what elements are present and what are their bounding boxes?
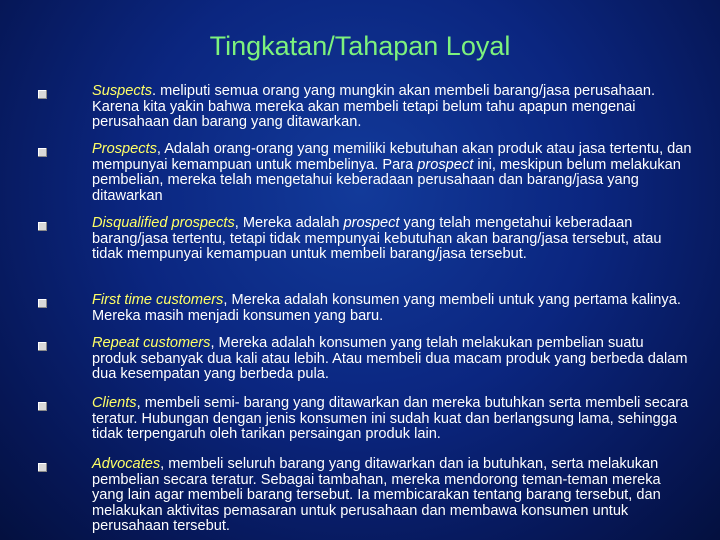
item-description: , membeli seluruh barang yang ditawarkan dan ia butuhkan, serta melakukan pembelian secara teratur. Sebagai tambahan, mereka mendorong teman-teman mereka yang lain agar membeli barang tersebut. Ia membicarakan tentang barang tersebut, dan melakukan aktivitas pemasaran untuk perusahaan dan membawa konsumen untuk perusahaan tersebut. bbox=[92, 456, 661, 534]
item-term: Clients bbox=[92, 395, 137, 411]
item-term: Disqualified prospects bbox=[92, 215, 235, 231]
square-bullet-icon bbox=[38, 90, 47, 99]
item-description: , Mereka adalah bbox=[234, 215, 344, 231]
item-term: First time customers bbox=[92, 292, 224, 308]
square-bullet-icon bbox=[38, 299, 47, 308]
square-bullet-icon bbox=[38, 342, 47, 351]
item-term: Advocates bbox=[92, 456, 161, 472]
square-bullet-icon bbox=[38, 222, 47, 231]
item-description: . meliputi semua orang yang mungkin akan membeli barang/jasa perusahaan. Karena kita yakin bahwa mereka akan membeli tetapi belum tahu apapun mengenai perusahaan dan barang yang ditawarkan. bbox=[92, 83, 656, 130]
item-text bbox=[92, 396, 692, 443]
slide-title: Tingkatan/Tahapan Loyal bbox=[209, 31, 511, 61]
item-description: , Mereka adalah konsumen yang membeli untuk yang pertama kalinya. Mereka masih menjadi konsumen yang baru. bbox=[92, 292, 681, 324]
item-emphasis: prospect bbox=[417, 156, 474, 173]
item-text bbox=[92, 336, 692, 383]
square-bullet-icon bbox=[38, 148, 47, 157]
item-text bbox=[92, 142, 692, 204]
item-description: , Mereka adalah konsumen yang telah melakukan pembelian suatu produk sebanyak dua kali atau lebih. Atau membeli dua macam produk yang berbeda dalam dua kesempatan yang berbeda pula. bbox=[92, 335, 688, 382]
item-description: ini, meskipun belum melakukan pembelian, mereka telah mengetahui keberadaan perusahaan dan barang/jasa yang ditawarkan bbox=[92, 156, 681, 204]
square-bullet-icon bbox=[38, 463, 47, 472]
item-text bbox=[92, 457, 692, 535]
item-text bbox=[92, 216, 692, 263]
item-description: , membeli semi- barang yang ditawarkan dan mereka butuhkan serta membeli secara teratur. Hubungan dengan jenis konsumen ini sudah kuat dan berlangsung lama, sehingga tidak terpengaruh oleh tarikan persaingan produk lain. bbox=[92, 395, 689, 442]
item-term: Prospects bbox=[92, 141, 157, 157]
item-description: yang telah mengetahui keberadaan barang/jasa tertentu, tetapi tidak mempunyai kebutuhan akan barang/jasa tersebut, atau tidak mempunyai kemampuan untuk membeli barang/jasa tersebut. bbox=[92, 215, 662, 262]
item-term: Repeat customers bbox=[92, 335, 211, 351]
item-description: , Adalah orang-orang yang memiliki kebutuhan akan produk atau jasa tertentu, dan mempunyai kemampuan untuk membelinya. Para bbox=[92, 141, 692, 173]
square-bullet-icon bbox=[38, 402, 47, 411]
item-text bbox=[92, 293, 692, 324]
item-text bbox=[92, 84, 692, 131]
item-term: Suspects bbox=[92, 83, 153, 99]
item-emphasis: prospect bbox=[343, 215, 400, 231]
